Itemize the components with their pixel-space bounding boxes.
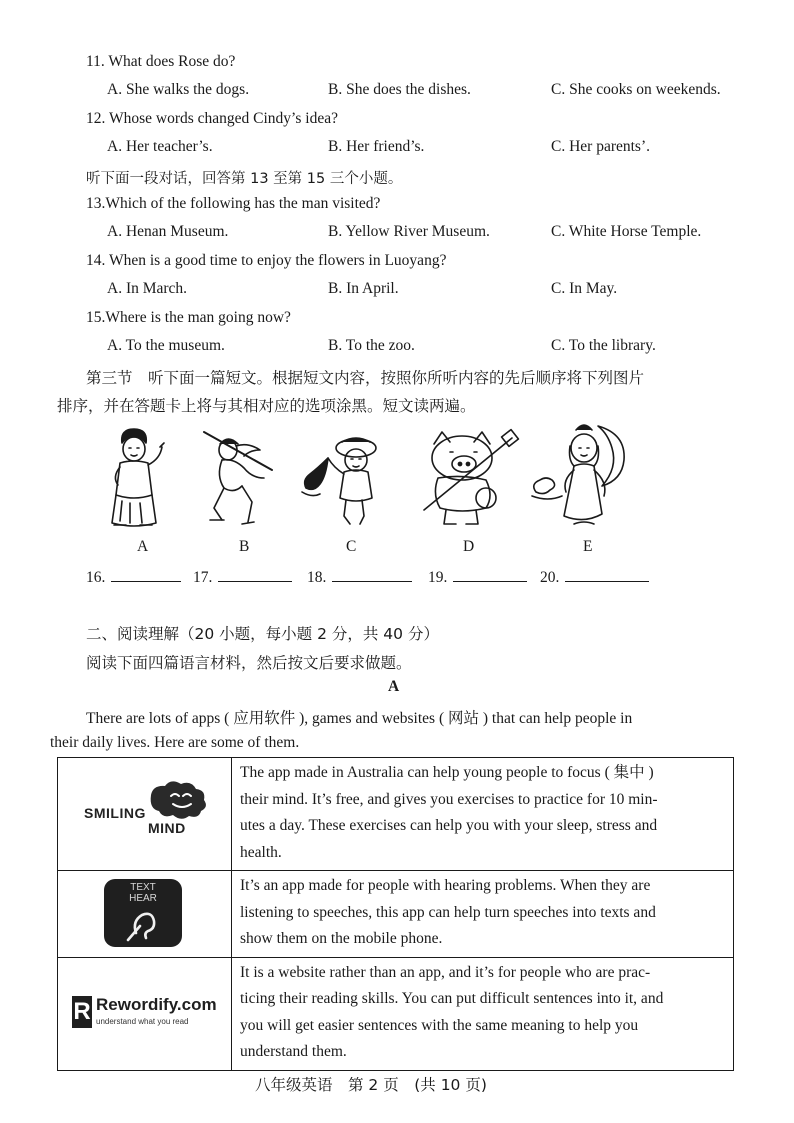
- question-13: 13.Which of the following has the man visited?: [86, 195, 381, 212]
- text-hear-logo: [58, 871, 232, 958]
- page-footer: 八年级英语 第 2 页 (共 10 页): [255, 1076, 487, 1094]
- option-11-c: C. She cooks on weekends.: [551, 81, 721, 98]
- option-12-c: C. Her parents’.: [551, 138, 650, 155]
- figure-swordsman-icon: [200, 428, 282, 528]
- smiling-mind-logo: [58, 758, 232, 871]
- option-15-b: B. To the zoo.: [328, 337, 415, 354]
- rewordify-logo-tagline: understand what you read: [96, 1016, 189, 1026]
- part2-title: 二、阅读理解（20 小题，每小题 2 分，共 40 分）: [86, 625, 439, 643]
- rewordify-description: [232, 957, 734, 1070]
- text-hear-logo-line1: TEXT: [130, 882, 156, 893]
- answer-blank-18[interactable]: 18.: [307, 567, 412, 587]
- description-line: ticing their reading skills. You can put difficult sentences into it, and: [240, 990, 664, 1007]
- instruction-13-15: 听下面一段对话，回答第 13 至第 15 三个小题。: [86, 171, 403, 187]
- description-line: understand them.: [240, 1043, 347, 1060]
- answer-blank-17[interactable]: 17.: [193, 567, 292, 587]
- description-line: listening to speeches, this app can help turn speeches into texts and: [240, 903, 656, 921]
- picture-label-c: C: [346, 538, 357, 555]
- figure-fairy-icon: [528, 420, 632, 528]
- option-12-a: A. Her teacher’s.: [107, 138, 213, 155]
- option-14-c: C. In May.: [551, 280, 618, 297]
- description-line: It is a website rather than an app, and it’s for people who are prac-: [240, 963, 651, 981]
- section3-instruction-line1: 第三节 听下面一篇短文。根据短文内容，按照你所听内容的先后顺序将下列图片: [86, 369, 645, 387]
- answer-blank-16[interactable]: 16.: [86, 567, 181, 587]
- rewordify-r-icon: R: [72, 996, 92, 1028]
- table-row: [58, 758, 734, 871]
- option-13-a: A. Henan Museum.: [107, 223, 229, 240]
- answer-blank-20[interactable]: 20.: [540, 567, 649, 587]
- option-14-a: A. In March.: [107, 280, 188, 297]
- text-hear-description: [232, 871, 734, 958]
- question-15: 15.Where is the man going now?: [86, 309, 291, 326]
- option-14-b: B. In April.: [328, 280, 399, 297]
- option-15-a: A. To the museum.: [107, 337, 225, 354]
- figure-painter-icon: [298, 428, 390, 528]
- description-line: utes a day. These exercises can help you with your sleep, stress and: [240, 817, 658, 834]
- table-row: [58, 957, 734, 1070]
- description-line: their mind. It’s free, and gives you exercises to practice for 10 min-: [240, 790, 658, 808]
- smiling-mind-logo-line2: MIND: [148, 820, 186, 836]
- smiling-mind-logo-line1: SMILING: [84, 805, 146, 821]
- part2-instruction: 阅读下面四篇语言材料，然后按文后要求做题。: [86, 654, 412, 672]
- picture-label-a: A: [137, 538, 149, 555]
- option-15-c: C. To the library.: [551, 337, 656, 354]
- apps-table: [57, 757, 734, 1071]
- smiling-mind-description: [232, 758, 734, 871]
- picture-label-e: E: [583, 538, 593, 555]
- option-11-a: A. She walks the dogs.: [107, 81, 250, 98]
- section3-instruction-line2: 排序，并在答题卡上将与其相对应的选项涂黑。短文读两遍。: [57, 397, 476, 415]
- picture-label-d: D: [463, 538, 475, 555]
- rewordify-logo: [58, 957, 232, 1070]
- option-13-c: C. White Horse Temple.: [551, 223, 702, 240]
- passage-a-heading: A: [388, 678, 400, 695]
- picture-label-b: B: [239, 538, 250, 555]
- description-line: show them on the mobile phone.: [240, 930, 443, 947]
- figure-pig-icon: [420, 428, 520, 528]
- passage-a-intro-line1: There are lots of apps ( 应用软件 ), games and websites ( 网站 ) that can help people in: [86, 710, 633, 727]
- table-row: [58, 871, 734, 958]
- description-line: health.: [240, 843, 282, 861]
- option-11-b: B. She does the dishes.: [328, 81, 471, 98]
- question-11: 11. What does Rose do?: [86, 53, 236, 70]
- description-line: you will get easier sentences with the same meaning to help you: [240, 1016, 639, 1034]
- rewordify-logo-name: Rewordify.com: [96, 994, 217, 1014]
- question-14: 14. When is a good time to enjoy the flowers in Luoyang?: [86, 252, 447, 269]
- description-line: It’s an app made for people with hearing problems. When they are: [240, 877, 651, 894]
- option-13-b: B. Yellow River Museum.: [328, 223, 490, 240]
- option-12-b: B. Her friend’s.: [328, 138, 425, 155]
- description-line: The app made in Australia can help young people to focus ( 集中 ): [240, 764, 654, 781]
- text-hear-logo-line2: HEAR: [129, 893, 157, 904]
- passage-a-intro-line2: their daily lives. Here are some of them.: [50, 734, 300, 751]
- ear-icon: [124, 907, 162, 943]
- figure-thinker-icon: [100, 425, 170, 530]
- question-12: 12. Whose words changed Cindy’s idea?: [86, 110, 338, 127]
- answer-blank-19[interactable]: 19.: [428, 567, 527, 587]
